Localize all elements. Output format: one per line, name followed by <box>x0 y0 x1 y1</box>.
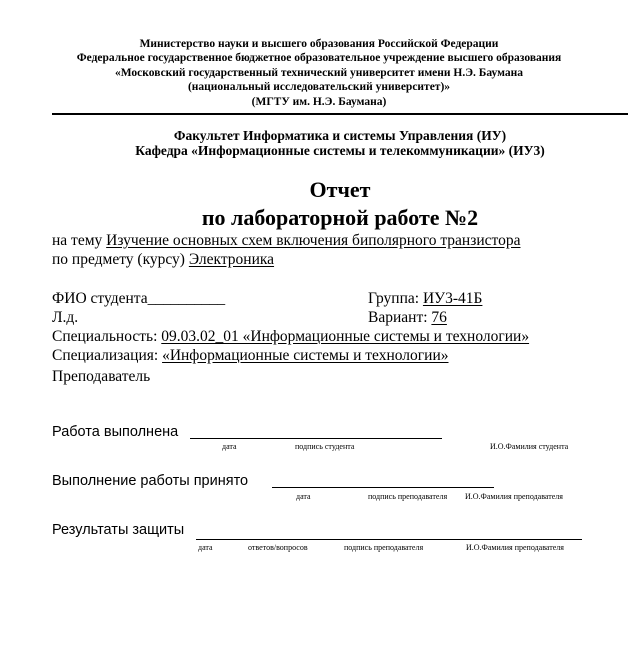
work-done-caption-name: И.О.Фамилия студента <box>490 442 569 451</box>
specialization-row <box>52 346 449 365</box>
specialty-value: 09.03.02_01 «Информационные системы и технологии» <box>161 328 530 345</box>
university-abbrev-line: (МГТУ им. Н.Э. Баумана) <box>251 96 387 108</box>
work-accepted-caption-date: дата <box>296 492 311 501</box>
ministry-line: Министерство науки и высшего образования Российской Федерации <box>139 38 499 50</box>
student-row <box>52 289 225 308</box>
group-label: Группа: <box>368 290 420 307</box>
specialty-label: Специальность: <box>52 328 158 345</box>
work-done-caption-signature: подпись студента <box>295 442 355 451</box>
ld-label: Л.д. <box>52 309 79 326</box>
university-name-line: «Московский государственный технический университет имени Н.Э. Баумана <box>114 67 524 79</box>
defense-caption-name: И.О.Фамилия преподавателя <box>466 543 564 552</box>
institution-type-line: Федеральное государственное бюджетное образовательное учреждение высшего образования <box>76 52 562 64</box>
topic-value: Изучение основных схем включения биполярного транзистора <box>106 232 521 249</box>
variant-value: 76 <box>431 309 447 326</box>
university-status-line: (национальный исследовательский университет)» <box>187 81 451 93</box>
defense-caption-date: дата <box>198 543 213 552</box>
specialty-row <box>52 327 529 346</box>
defense-caption-answers: ответов/вопросов <box>248 543 308 552</box>
defense-signature-line <box>196 539 582 540</box>
defense-caption-signature: подпись преподавателя <box>344 543 424 552</box>
department-line: Кафедра «Информационные системы и телекоммуникации» (ИУ3) <box>135 143 545 158</box>
work-accepted-signature-line <box>272 487 494 488</box>
topic-row <box>52 231 520 250</box>
teacher-label: Преподаватель <box>52 368 151 385</box>
work-done-signature-line <box>190 438 442 439</box>
subject-label: по предмету (курсу) <box>52 251 185 268</box>
work-accepted-caption-name: И.О.Фамилия преподавателя <box>465 492 563 501</box>
topic-label: на тему <box>52 232 103 249</box>
variant-row <box>368 308 447 327</box>
work-accepted-label: Выполнение работы принято <box>52 473 249 489</box>
group-row <box>368 289 482 308</box>
defense-label: Результаты защиты <box>52 522 185 538</box>
specialization-value: «Информационные системы и технологии» <box>162 347 449 364</box>
subject-value: Электроника <box>188 251 275 268</box>
student-value: __________ <box>147 290 226 307</box>
work-done-label: Работа выполнена <box>52 424 179 440</box>
report-title: Отчет <box>309 177 371 202</box>
student-label: ФИО студента <box>52 290 148 307</box>
subject-row <box>52 250 274 269</box>
work-done-caption-date: дата <box>222 442 237 451</box>
header-divider <box>52 113 628 115</box>
work-accepted-caption-signature: подпись преподавателя <box>368 492 448 501</box>
group-value: ИУ3-41Б <box>422 290 483 307</box>
variant-label: Вариант: <box>368 309 428 326</box>
specialization-label: Специализация: <box>52 347 159 364</box>
faculty-line: Факультет Информатика и системы Управления (ИУ) <box>173 128 507 143</box>
report-subtitle: по лабораторной работе №2 <box>201 205 479 230</box>
